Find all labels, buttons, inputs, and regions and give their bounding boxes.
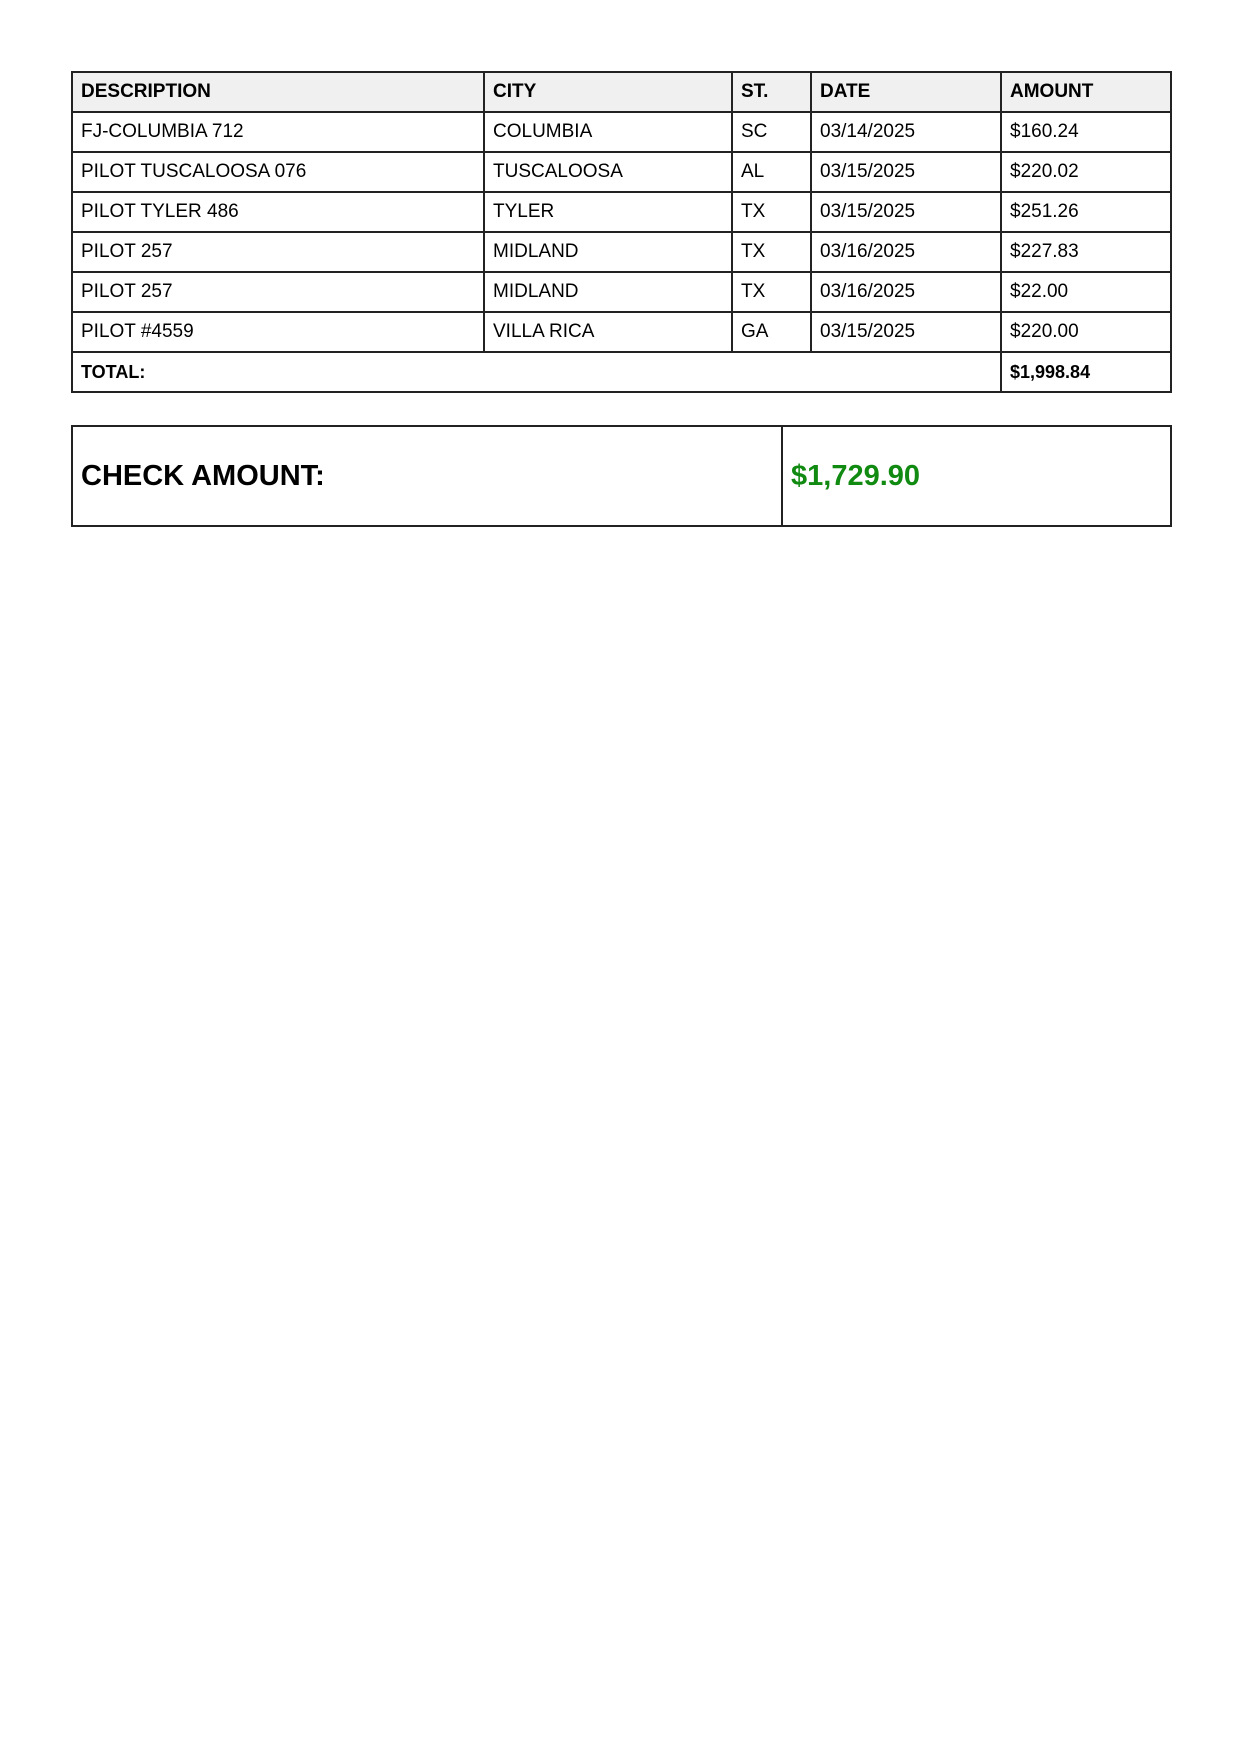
cell-state: SC <box>732 112 811 152</box>
total-row <box>72 352 1171 392</box>
cell-city: TUSCALOOSA <box>484 152 732 192</box>
cell-date: 03/16/2025 <box>811 232 1001 272</box>
cell-city: VILLA RICA <box>484 312 732 352</box>
total-spacer <box>811 352 1001 392</box>
header-amount: AMOUNT <box>1001 72 1171 112</box>
cell-amount: $227.83 <box>1001 232 1171 272</box>
cell-city: MIDLAND <box>484 272 732 312</box>
cell-description: PILOT TYLER 486 <box>72 192 484 232</box>
cell-amount: $251.26 <box>1001 192 1171 232</box>
header-date: DATE <box>811 72 1001 112</box>
cell-amount: $220.02 <box>1001 152 1171 192</box>
cell-state: TX <box>732 232 811 272</box>
cell-date: 03/15/2025 <box>811 152 1001 192</box>
check-amount-value: $1,729.90 <box>782 426 1171 526</box>
expense-table <box>71 71 1172 393</box>
table-header-row <box>72 72 1171 112</box>
check-amount-label: CHECK AMOUNT: <box>72 426 782 526</box>
header-description: DESCRIPTION <box>72 72 484 112</box>
cell-state: TX <box>732 272 811 312</box>
header-city: CITY <box>484 72 732 112</box>
cell-city: TYLER <box>484 192 732 232</box>
table-row <box>72 112 1171 152</box>
table-row <box>72 312 1171 352</box>
table-row <box>72 152 1171 192</box>
header-state: ST. <box>732 72 811 112</box>
check-amount-box <box>71 425 1172 527</box>
cell-date: 03/15/2025 <box>811 312 1001 352</box>
table-row <box>72 232 1171 272</box>
cell-amount: $220.00 <box>1001 312 1171 352</box>
cell-state: GA <box>732 312 811 352</box>
total-amount: $1,998.84 <box>1001 352 1171 392</box>
table-row <box>72 192 1171 232</box>
cell-date: 03/16/2025 <box>811 272 1001 312</box>
cell-state: TX <box>732 192 811 232</box>
cell-description: FJ-COLUMBIA 712 <box>72 112 484 152</box>
cell-city: COLUMBIA <box>484 112 732 152</box>
total-label: TOTAL: <box>72 352 811 392</box>
cell-description: PILOT TUSCALOOSA 076 <box>72 152 484 192</box>
cell-state: AL <box>732 152 811 192</box>
cell-description: PILOT #4559 <box>72 312 484 352</box>
cell-amount: $22.00 <box>1001 272 1171 312</box>
cell-date: 03/14/2025 <box>811 112 1001 152</box>
table-row <box>72 272 1171 312</box>
cell-amount: $160.24 <box>1001 112 1171 152</box>
cell-description: PILOT 257 <box>72 272 484 312</box>
cell-city: MIDLAND <box>484 232 732 272</box>
cell-date: 03/15/2025 <box>811 192 1001 232</box>
cell-description: PILOT 257 <box>72 232 484 272</box>
